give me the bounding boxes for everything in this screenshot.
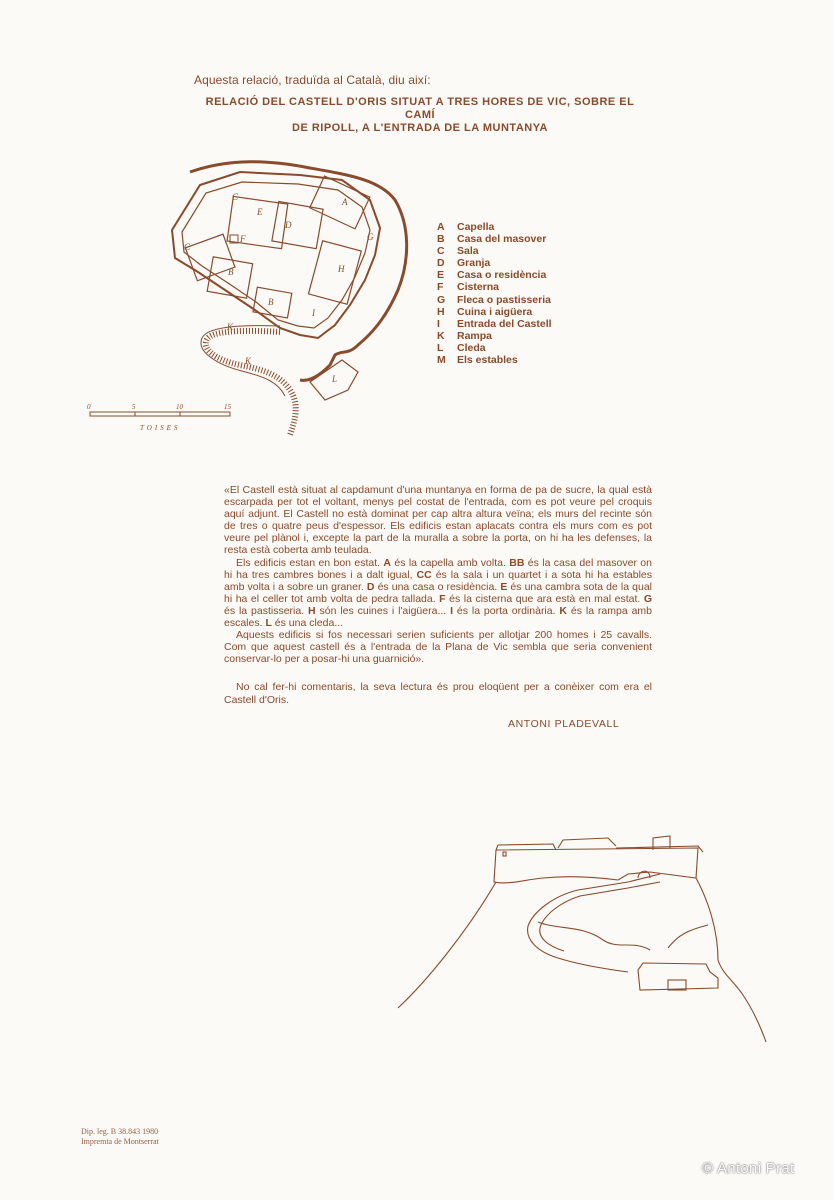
legend-item: M Els estables bbox=[437, 354, 518, 367]
legend-item: H Cuina i aigüera bbox=[437, 305, 533, 318]
plan-label-f: F bbox=[240, 234, 246, 244]
plan-ramp bbox=[206, 331, 296, 435]
plan-label-b2: B bbox=[268, 297, 274, 307]
author-name: ANTONI PLADEVALL bbox=[508, 718, 620, 730]
legend-item: G Fleca o pastisseria bbox=[437, 293, 551, 306]
plan-label-d: D bbox=[285, 220, 292, 230]
closing-comment: No cal fer-hi comentaris, la seva lectura és prou eloqüent per a conèixer com era el Castell d'Oris. bbox=[224, 681, 652, 706]
legend-item: C Sala bbox=[437, 245, 479, 258]
plan-building-b1 bbox=[207, 257, 252, 298]
plan-building-a bbox=[310, 176, 370, 229]
sketch-ramp-outer bbox=[528, 874, 660, 972]
legend-item: L Cleda bbox=[437, 341, 486, 354]
sketch-slope-line bbox=[538, 922, 650, 950]
sketch-left-wall bbox=[494, 850, 618, 883]
scale-tick-0: 0 bbox=[87, 403, 91, 411]
legend-item: E Casa o residència bbox=[437, 269, 547, 282]
sketch-mountain-left bbox=[398, 882, 496, 1008]
castle-sketch bbox=[388, 830, 778, 1050]
plan-building-d bbox=[272, 201, 323, 248]
scale-tick-10: 10 bbox=[176, 403, 183, 411]
plan-label-l: L bbox=[332, 374, 338, 384]
plan-label-a: A bbox=[342, 197, 348, 207]
sketch-window bbox=[503, 852, 506, 856]
plan-legend bbox=[437, 221, 617, 366]
title-line-2: DE RIPOLL, A L'ENTRADA DE LA MUNTANYA bbox=[292, 122, 548, 134]
title-line-1: RELACIÓ DEL CASTELL D'ORIS SITUAT A TRES HORES DE VIC, SOBRE EL CAMÍ bbox=[205, 96, 635, 121]
sketch-lower-building bbox=[638, 963, 718, 990]
scale-tick-5: 5 bbox=[132, 403, 136, 411]
sketch-ramp-inner bbox=[540, 882, 660, 951]
body-paragraph-1: «El Castell està situat al capdamunt d'una muntanya en forma de pa de sucre, la qual està escarpada per tot el voltant, menys pel costat de l'entrada, com es pot veure pel croquis aquí adjunt. El Castell no està dominat per cap altra altura veïna; els murs del recinte són de tres o quatre peus d'espessor. Els edificis estan aplacats contra els murs com es pot veure pel plànol i, excepte la part de la muralla a sobre la porta, on hi ha les defenses, la resta està coberta amb teulada. bbox=[224, 484, 652, 557]
plan-label-g: G bbox=[367, 232, 374, 242]
intro-line: Aquesta relació, traduïda al Català, diu així: bbox=[194, 73, 431, 87]
document-title bbox=[190, 96, 650, 135]
legend-item: A Capella bbox=[437, 221, 495, 233]
plan-label-h: H bbox=[338, 264, 345, 274]
copyright-watermark: © Antoni Prat bbox=[702, 1160, 795, 1177]
legend-item: K Rampa bbox=[437, 329, 493, 342]
plan-ramp-edge bbox=[201, 326, 285, 396]
legend-item: I Entrada del Castell bbox=[437, 317, 552, 330]
plan-label-b1: B bbox=[228, 267, 234, 277]
imprint bbox=[81, 1127, 159, 1147]
scale-unit: TOISES bbox=[140, 424, 181, 432]
sketch-upper-wall bbox=[496, 848, 698, 880]
body-text bbox=[224, 484, 652, 665]
sketch-roof-mid bbox=[558, 838, 616, 848]
plan-scale-bar bbox=[87, 403, 232, 432]
plan-label-c2: C bbox=[184, 242, 191, 252]
sketch-mountain-right bbox=[696, 878, 766, 1042]
legend-item: D Granja bbox=[437, 257, 491, 270]
body-paragraph-2: Els edificis estan en bon estat. A és la capella amb volta. BB és la casa del masover on hi ha tres cambres bones i a dalt igual, CC és la sala i un quartet i a sota hi ha estables amb volta i a sobre un graner. D és una casa o residència. E és una cambra sota de la qual hi ha el celler tot amb volta de pedra tallada. F és la cisterna que ara està en mal estat. G és la pastisseria. H són les cuines i l'aigüera... I és la porta ordinària. K és la rampa amb escales. L és una cleda... bbox=[224, 556, 653, 630]
body-paragraph-3: Aquests edificis si fos necessari serien suficients per allotjar 200 homes i 25 cavalls. Com que aquest castell és a l'entrada de la Plana de Vic sembla que seria convenient conservar-lo per a posar-hi una guarnició». bbox=[224, 629, 652, 666]
legend-item: B Casa del masover bbox=[437, 233, 547, 246]
plan-label-i: I bbox=[312, 308, 315, 318]
plan-building-h bbox=[308, 241, 361, 304]
plan-label-c1: C bbox=[232, 192, 239, 202]
scale-tick-15: 15 bbox=[224, 403, 231, 411]
castle-floor-plan bbox=[80, 150, 430, 440]
legend-item: F Cisterna bbox=[437, 281, 500, 294]
plan-label-k1: K bbox=[227, 322, 234, 332]
sketch-slope-line-2 bbox=[668, 925, 708, 948]
plan-label-k2: K bbox=[245, 356, 252, 366]
plan-label-e: E bbox=[257, 207, 263, 217]
printer-name: Impremta de Montserrat bbox=[81, 1137, 159, 1146]
legal-deposit: Dip. leg. B 38.843 1980 bbox=[81, 1127, 159, 1136]
